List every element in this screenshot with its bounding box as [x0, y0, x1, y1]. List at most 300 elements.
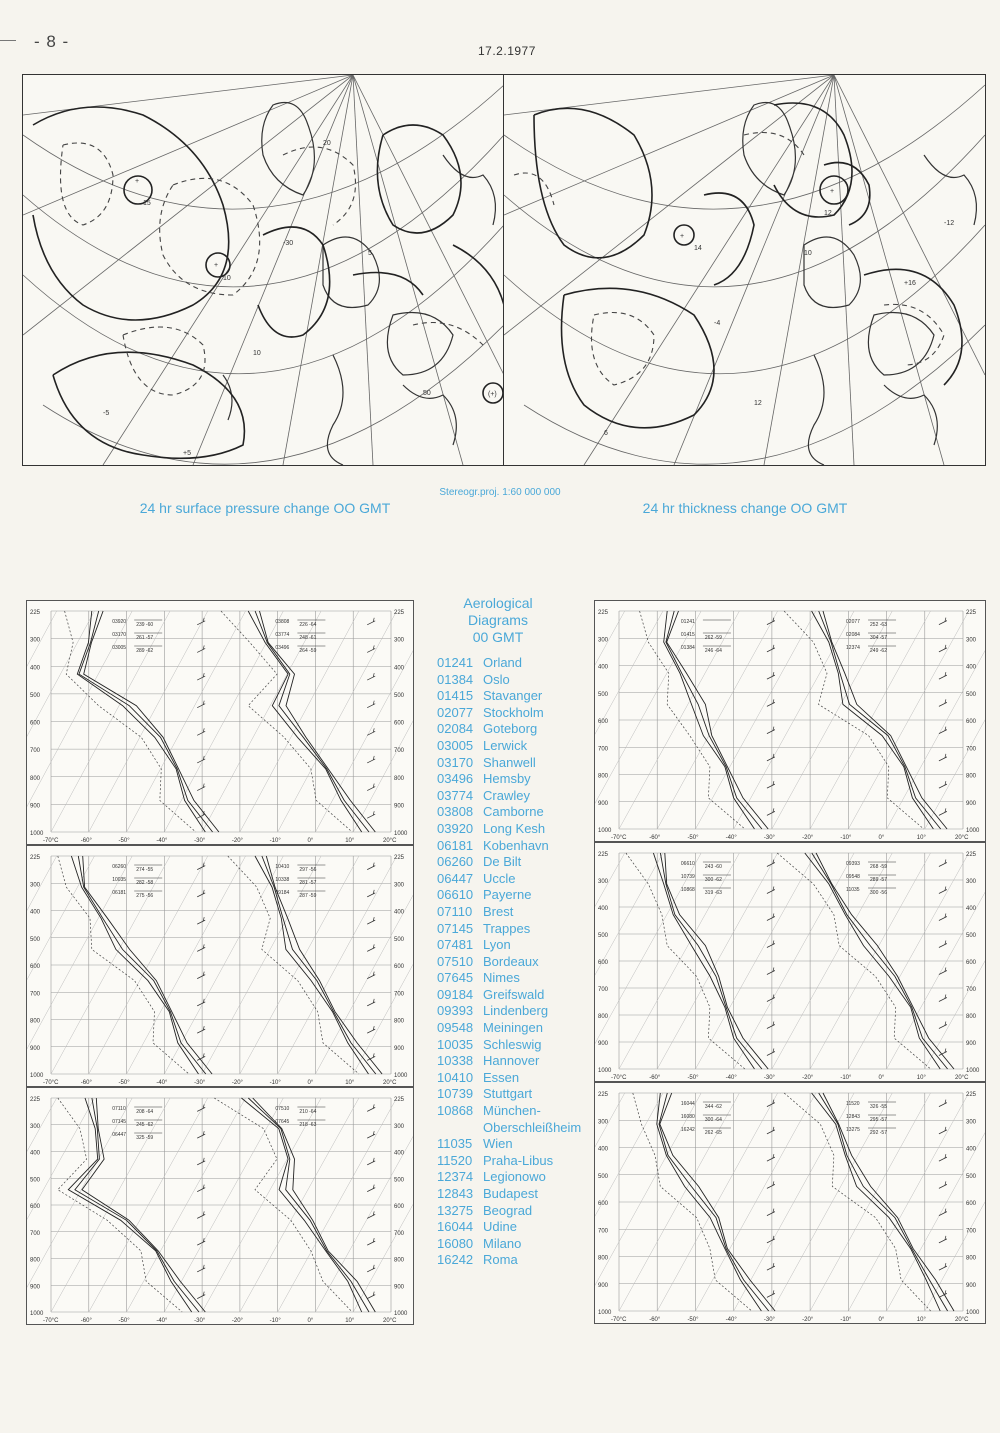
temperature-label: -20°	[231, 1080, 243, 1086]
legend-title-line: Diagrams	[468, 612, 528, 628]
diagram-station-values: 262 -59	[704, 635, 722, 641]
temperature-label: -60°	[80, 1318, 92, 1324]
svg-text:12: 12	[824, 210, 832, 217]
station-code: 03496	[437, 771, 474, 787]
pressure-label: 900	[966, 1041, 977, 1047]
diagram-station-code: 09393	[846, 861, 860, 867]
diagram-station-code: 01384	[680, 645, 695, 651]
station-item	[437, 1086, 581, 1103]
diagram-station-code: 10868	[680, 887, 695, 893]
temperature-label: -20°	[802, 1317, 814, 1323]
pressure-label: 400	[30, 909, 41, 916]
station-name: Meiningen	[483, 1020, 543, 1036]
temperature-label: -40°	[725, 1317, 737, 1323]
station-name: Greifswald	[483, 986, 545, 1002]
pressure-label: 500	[598, 933, 609, 939]
svg-text:50: 50	[423, 390, 431, 397]
pressure-label: 900	[598, 1041, 609, 1047]
pressure-label: 600	[598, 719, 609, 725]
diagram-station-code: 07110	[112, 1106, 126, 1112]
pressure-label: 300	[598, 637, 609, 644]
diagram-station-values: 248 -61	[299, 635, 317, 641]
station-name: Hemsby	[483, 771, 531, 787]
pressure-label: 1000	[598, 1068, 612, 1074]
aerological-diagram-bottom-left	[26, 1087, 414, 1325]
pressure-label: 1000	[394, 831, 408, 837]
station-code: 11035	[437, 1136, 473, 1152]
pressure-label: 800	[394, 1257, 405, 1264]
diagram-station-code: 06181	[112, 890, 127, 896]
station-item	[437, 1053, 581, 1070]
station-name: Trappes	[483, 920, 531, 936]
station-code: 01241	[437, 655, 474, 670]
pressure-label: 1000	[598, 1310, 612, 1316]
diagram-station-values: 282 -58	[136, 880, 154, 886]
station-item	[437, 821, 581, 838]
diagram-station-values: 239 -60	[136, 622, 154, 628]
pressure-label: 800	[30, 1257, 41, 1264]
diagram-station-code: 02084	[846, 632, 860, 638]
diagram-station-code: 10338	[275, 877, 290, 883]
diagram-station-code: 10739	[680, 874, 695, 880]
diagram-station-values: 281 -57	[299, 880, 317, 886]
temperature-label: -30°	[763, 1075, 775, 1081]
pressure-label: 900	[966, 800, 977, 807]
temperature-label: 0°	[307, 1080, 314, 1086]
aerological-diagram-middle-right	[594, 842, 986, 1082]
pressure-label: 300	[394, 1123, 405, 1130]
station-code: 01415	[437, 688, 474, 704]
temperature-label: 20°C	[383, 838, 397, 844]
pressure-label: 1000	[394, 1311, 408, 1317]
svg-text:-5: -5	[103, 410, 110, 417]
diagram-station-values: 326 -55	[870, 1104, 888, 1110]
diagram-station-code: 03774	[275, 632, 290, 638]
svg-text:10: 10	[804, 250, 812, 257]
station-code: 03774	[437, 787, 474, 803]
station-name: Long Kesh	[483, 820, 546, 836]
diagram-station-values: 300 -64	[704, 1117, 722, 1123]
diagram-station-code: 03170	[112, 632, 127, 638]
diagram-station-code: 13275	[846, 1127, 860, 1133]
pressure-label: 600	[598, 960, 609, 966]
temperature-label: -40°	[156, 1080, 168, 1086]
svg-text:+16: +16	[904, 280, 916, 287]
pressure-label: 500	[30, 936, 41, 943]
diagram-station-values: 218 -63	[299, 1122, 317, 1128]
page-number: - 8 -	[34, 32, 70, 51]
temperature-label: -20°	[802, 1075, 814, 1081]
station-item	[437, 655, 581, 672]
thickness-caption: 24 hr thickness change OO GMT	[642, 500, 848, 516]
station-item	[437, 1003, 581, 1020]
temperature-label: -70°C	[43, 1318, 59, 1324]
station-name: Oslo	[483, 671, 510, 687]
temperature-label: -50°	[687, 835, 699, 841]
temperature-label: -30°	[194, 1080, 206, 1086]
diagram-chart	[595, 601, 985, 841]
temperature-label: -70°C	[611, 1317, 627, 1323]
station-name: Kobenhavn	[483, 837, 549, 853]
pressure-label: 800	[598, 1014, 609, 1020]
temperature-label: 10°	[916, 835, 926, 841]
station-name: Roma	[483, 1252, 518, 1268]
temperature-label: -20°	[231, 1318, 243, 1324]
pressure-label: 600	[394, 964, 405, 970]
station-code: 07110	[437, 903, 473, 919]
station-code: 10338	[437, 1053, 474, 1069]
station-code: 06260	[437, 854, 474, 870]
pressure-label: 500	[394, 1177, 405, 1184]
pressure-label: 700	[966, 746, 977, 753]
station-code: 16044	[437, 1219, 474, 1235]
station-name: München- Oberschleißheim	[483, 1103, 582, 1135]
temperature-label: -50°	[118, 838, 130, 844]
diagram-station-values: 289 -57	[870, 877, 888, 883]
station-code: 16242	[437, 1252, 474, 1268]
pressure-label: 225	[394, 855, 405, 861]
station-code: 02077	[437, 704, 474, 720]
temperature-label: -50°	[118, 1318, 130, 1324]
temperature-label: 0°	[307, 1318, 314, 1324]
station-name: Lindenberg	[483, 1003, 549, 1019]
pressure-label: 1000	[966, 828, 980, 834]
diagram-station-values: 249 -62	[870, 648, 888, 654]
station-code: 06610	[437, 887, 474, 903]
svg-text:14: 14	[694, 245, 702, 252]
station-item	[437, 887, 581, 904]
station-name: Milano	[483, 1235, 522, 1251]
pressure-label: 225	[30, 1097, 41, 1103]
svg-text:20: 20	[323, 140, 331, 147]
pressure-label: 1000	[30, 1073, 44, 1079]
station-code: 09184	[437, 986, 474, 1002]
map-drawing	[23, 75, 504, 465]
station-code: 16080	[437, 1235, 474, 1251]
diagram-station-code: 10410	[275, 864, 290, 870]
station-item	[437, 804, 581, 821]
station-code: 03920	[437, 820, 474, 836]
diagram-station-code: 07645	[275, 1119, 290, 1125]
station-code: 07481	[437, 937, 474, 953]
station-code: 03005	[437, 737, 474, 753]
pressure-label: 300	[598, 1119, 609, 1126]
temperature-label: -20°	[802, 835, 814, 841]
pressure-label: 600	[394, 1204, 405, 1210]
pressure-label: 1000	[598, 828, 612, 834]
diagram-station-values: 287 -59	[299, 893, 317, 899]
station-code: 07510	[437, 953, 474, 969]
station-name: Goteborg	[483, 721, 538, 737]
pressure-label: 700	[394, 991, 405, 998]
diagram-station-code: 09184	[275, 890, 290, 896]
diagram-station-code: 07145	[112, 1119, 127, 1125]
diagram-station-values: 246 -64	[704, 648, 722, 654]
station-name: Stavanger	[483, 688, 543, 704]
pressure-label: 300	[30, 882, 41, 889]
diagram-station-code: 09548	[846, 874, 860, 880]
temperature-label: -60°	[80, 838, 92, 844]
station-item	[437, 1203, 581, 1220]
pressure-label: 800	[30, 1018, 41, 1025]
pressure-label: 225	[966, 610, 977, 616]
diagram-station-code: 11520	[846, 1101, 860, 1107]
pressure-label: 700	[394, 1230, 405, 1237]
pressure-label: 600	[598, 1201, 609, 1207]
pressure-label: 1000	[966, 1068, 980, 1074]
diagram-station-values: 295 -57	[870, 1117, 888, 1123]
pressure-label: 900	[30, 1045, 41, 1052]
diagram-station-values: 252 -63	[870, 622, 888, 628]
diagram-station-code: 01241	[680, 619, 695, 625]
diagram-station-values: 304 -57	[870, 635, 888, 641]
pressure-label: 400	[598, 664, 609, 671]
temperature-label: 10°	[916, 1317, 926, 1323]
station-item	[437, 970, 581, 987]
pressure-label: 500	[394, 936, 405, 943]
temperature-label: -40°	[725, 1075, 737, 1081]
station-name: Praha-Libus	[483, 1152, 554, 1168]
station-code: 11520	[437, 1152, 473, 1168]
diagram-station-values: 300 -62	[704, 877, 722, 883]
temperature-label: 20°C	[383, 1318, 397, 1324]
pressure-label: 700	[30, 1230, 41, 1237]
station-name: Legionowo	[483, 1169, 546, 1185]
thickness-change-map	[503, 74, 986, 466]
station-name: Stockholm	[483, 704, 544, 720]
temperature-label: -10°	[840, 1075, 852, 1081]
diagram-station-code: 11035	[846, 887, 860, 893]
pressure-label: 500	[30, 1177, 41, 1184]
pressure-label: 500	[394, 692, 405, 699]
pressure-label: 400	[598, 906, 609, 912]
temperature-label: 10°	[916, 1075, 926, 1081]
station-code: 01384	[437, 671, 474, 687]
surface-pressure-change-map	[22, 74, 505, 466]
temperature-label: -30°	[763, 1317, 775, 1323]
pressure-label: 800	[966, 1255, 977, 1262]
diagram-station-code: 10035	[112, 877, 127, 883]
pressure-label: 600	[30, 1204, 41, 1210]
diagram-chart	[595, 1083, 985, 1323]
pressure-label: 600	[30, 720, 41, 727]
pressure-label: 1000	[394, 1073, 408, 1079]
diagram-station-code: 16044	[680, 1101, 695, 1107]
temperature-label: 0°	[878, 835, 885, 841]
diagram-station-values: 274 -55	[136, 867, 154, 873]
temperature-label: -10°	[269, 1318, 281, 1324]
svg-text:-12: -12	[944, 220, 955, 227]
diagram-station-values: 325 -59	[136, 1135, 154, 1141]
diagram-station-values: 208 -64	[136, 1109, 154, 1115]
station-name: Lerwick	[483, 737, 528, 753]
diagram-chart	[595, 843, 985, 1081]
station-code: 09548	[437, 1020, 474, 1036]
station-item	[437, 1219, 581, 1236]
station-item	[437, 838, 581, 855]
pressure-label: 500	[30, 692, 41, 699]
pressure-label: 300	[394, 882, 405, 889]
svg-text:+: +	[830, 188, 835, 195]
station-item	[437, 987, 581, 1004]
aerological-diagram-middle-left	[26, 845, 414, 1087]
pressure-label: 225	[30, 610, 41, 616]
temperature-label: -40°	[156, 1318, 168, 1324]
station-item	[437, 1252, 581, 1269]
pressure-label: 400	[394, 665, 405, 672]
pressure-label: 900	[598, 800, 609, 807]
pressure-label: 500	[966, 691, 977, 698]
temperature-label: -70°C	[43, 1080, 59, 1086]
temperature-label: -20°	[231, 838, 243, 844]
pressure-label: 225	[966, 1092, 977, 1098]
aerological-diagram-top-left	[26, 600, 414, 845]
pressure-label: 800	[966, 1014, 977, 1020]
temperature-label: 20°C	[955, 1317, 969, 1323]
temperature-label: -30°	[763, 835, 775, 841]
aerological-diagram-top-right	[594, 600, 986, 842]
station-name: Beograd	[483, 1202, 533, 1218]
pressure-label: 700	[394, 748, 405, 755]
svg-text:+5: +5	[183, 450, 191, 457]
pressure-label: 800	[966, 773, 977, 780]
station-item	[437, 1037, 581, 1054]
station-name: Crawley	[483, 787, 530, 803]
pressure-label: 800	[30, 775, 41, 782]
diagram-station-code: 06447	[112, 1132, 127, 1138]
station-name: Orland	[483, 655, 523, 670]
pressure-label: 400	[394, 1150, 405, 1157]
station-item	[437, 1236, 581, 1253]
pressure-label: 600	[966, 1201, 977, 1207]
pressure-label: 400	[394, 909, 405, 916]
station-item	[437, 921, 581, 938]
diagram-station-code: 03920	[112, 619, 127, 625]
projection-label: Stereogr.proj. 1:60 000 000	[439, 487, 561, 498]
svg-text:12: 12	[754, 400, 762, 407]
legend-title	[428, 595, 568, 646]
pressure-label: 500	[598, 1173, 609, 1180]
pressure-label: 300	[966, 1119, 977, 1126]
diagram-chart	[27, 1088, 413, 1324]
pressure-label: 900	[394, 1284, 405, 1291]
diagram-station-values: 262 -65	[704, 1130, 722, 1136]
diagram-chart	[27, 846, 413, 1086]
temperature-label: -10°	[840, 835, 852, 841]
pressure-label: 700	[30, 991, 41, 998]
temperature-label: -10°	[840, 1317, 852, 1323]
pressure-label: 700	[966, 987, 977, 993]
temperature-label: -60°	[80, 1080, 92, 1086]
pressure-label: 300	[598, 879, 609, 885]
temperature-label: -70°C	[43, 838, 59, 844]
station-name: Hannover	[483, 1053, 540, 1069]
diagram-station-values: 344 -62	[704, 1104, 722, 1110]
station-code: 10410	[437, 1069, 474, 1085]
station-item	[437, 738, 581, 755]
pressure-label: 300	[30, 1123, 41, 1130]
station-item	[437, 1153, 581, 1170]
station-code: 03170	[437, 754, 474, 770]
station-code: 06447	[437, 870, 474, 886]
pressure-label: 225	[394, 610, 405, 616]
station-code: 07645	[437, 970, 474, 986]
temperature-label: -70°C	[611, 1075, 627, 1081]
station-name: Budapest	[483, 1186, 538, 1201]
diagram-station-values: 226 -64	[299, 622, 317, 628]
pressure-label: 1000	[30, 831, 44, 837]
temperature-label: -60°	[649, 1075, 661, 1081]
diagram-station-code: 01415	[680, 632, 695, 638]
station-code: 10739	[437, 1086, 474, 1102]
pressure-label: 700	[598, 746, 609, 753]
temperature-label: 0°	[307, 838, 314, 844]
temperature-label: 10°	[345, 1318, 355, 1324]
temperature-label: -50°	[118, 1080, 130, 1086]
svg-text:10: 10	[253, 350, 261, 357]
pressure-label: 600	[30, 964, 41, 970]
temperature-label: -30°	[194, 1318, 206, 1324]
diagram-station-values: 275 -56	[136, 893, 154, 899]
station-name: Udine	[483, 1219, 517, 1235]
pressure-label: 900	[966, 1282, 977, 1289]
svg-text:+: +	[135, 178, 140, 185]
station-code: 03808	[437, 804, 474, 820]
diagram-station-code: 16080	[680, 1114, 695, 1120]
station-item	[437, 672, 581, 689]
pressure-label: 300	[394, 637, 405, 644]
temperature-label: -70°C	[611, 835, 627, 841]
pressure-label: 900	[30, 803, 41, 810]
station-name: Bordeaux	[483, 953, 539, 969]
station-item	[437, 1020, 581, 1037]
station-item	[437, 904, 581, 921]
temperature-label: -40°	[156, 838, 168, 844]
station-item	[437, 721, 581, 738]
station-name: Schleswig	[483, 1036, 542, 1052]
svg-text:(+): (+)	[488, 391, 497, 398]
temperature-label: -40°	[725, 835, 737, 841]
station-item	[437, 1103, 581, 1136]
station-code: 02084	[437, 721, 474, 737]
pressure-label: 400	[966, 906, 977, 912]
pressure-label: 700	[30, 748, 41, 755]
pressure-label: 225	[30, 855, 41, 861]
temperature-label: -10°	[269, 838, 281, 844]
station-code: 09393	[437, 1003, 474, 1019]
pressure-label: 400	[598, 1146, 609, 1153]
station-item	[437, 954, 581, 971]
station-name: Stuttgart	[483, 1086, 533, 1102]
diagram-station-values: 210 -64	[299, 1109, 317, 1115]
station-item	[437, 937, 581, 954]
station-item	[437, 1186, 581, 1203]
station-list	[437, 655, 581, 1269]
pressure-label: 700	[598, 1228, 609, 1235]
temperature-label: 20°C	[383, 1080, 397, 1086]
pressure-label: 500	[598, 691, 609, 698]
station-name: Payerne	[483, 887, 532, 903]
pressure-label: 900	[598, 1282, 609, 1289]
pressure-label: 800	[598, 773, 609, 780]
svg-text:15: 15	[143, 200, 151, 207]
diagram-station-code: 02077	[846, 619, 860, 625]
temperature-label: 10°	[345, 1080, 355, 1086]
diagram-station-values: 300 -56	[870, 890, 888, 896]
temperature-label: -30°	[194, 838, 206, 844]
diagram-station-values: 245 -62	[136, 1122, 154, 1128]
station-code: 12374	[437, 1169, 474, 1185]
